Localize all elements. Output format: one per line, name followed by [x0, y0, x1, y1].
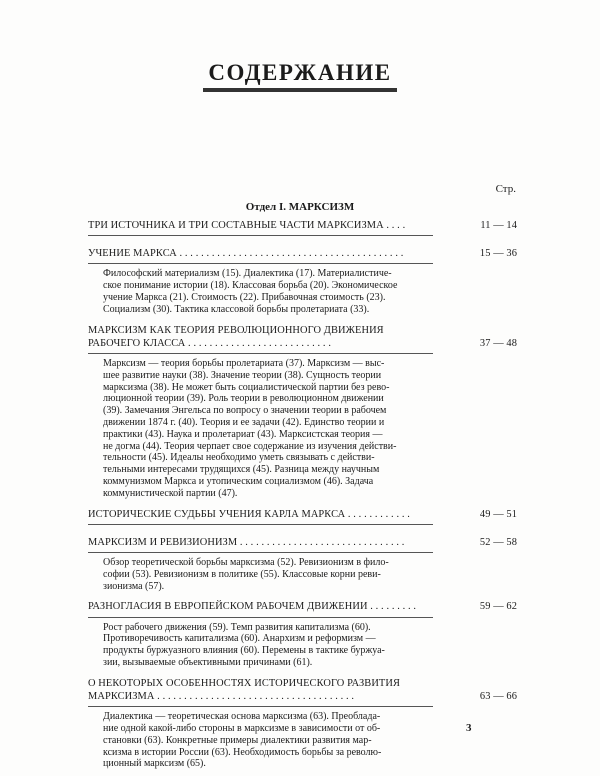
summary-line: Рост рабочего движения (59). Темп развития капитализма (60). — [103, 621, 371, 633]
toc-entry-title: ИСТОРИЧЕСКИЕ СУДЬБЫ УЧЕНИЯ КАРЛА МАРКСА . . . . . . . . . . . . — [88, 508, 410, 520]
toc-entry-title: УЧЕНИЕ МАРКСА . . . . . . . . . . . . . . . . . . . . . . . . . . . . . . . . . . . . . . . . . . — [88, 248, 404, 260]
toc-entry[interactable] — [88, 245, 518, 315]
summary-line: марксизма (38). Не может быть социалистической партии без рево- — [103, 381, 390, 393]
toc-entry[interactable] — [88, 506, 518, 534]
summary-line: учение Маркса (21). Стоимость (22). Прибавочная стоимость (23). — [103, 292, 386, 303]
entry-rule — [88, 706, 433, 707]
part-heading: Отдел I. МАРКСИЗМ — [245, 201, 355, 213]
summary-line: становки (63). Конкретные примеры диалектики развития мар- — [103, 734, 372, 746]
toc-entry-title: РАЗНОГЛАСИЯ В ЕВРОПЕЙСКОМ РАБОЧЕМ ДВИЖЕНИИ . . . . . . . . . — [88, 601, 417, 613]
title-rule — [203, 88, 397, 92]
toc-entry[interactable] — [88, 217, 518, 245]
summary-line: люционной теории (39). Роль теории в революционном движении — [103, 393, 384, 405]
toc-entry-pages: 49 — 51 — [479, 508, 517, 520]
summary-line: Марксизм — теория борьбы пролетариата (37). Марксизм — выс- — [103, 358, 385, 369]
toc-entry-summary — [103, 622, 423, 669]
summary-line: не догма (44). Теория черпает свое содержание из изучения действи- — [103, 440, 397, 452]
summary-line: ционный марксизм (65). — [103, 758, 206, 770]
toc-entry-summary — [103, 711, 423, 770]
toc-entry-pages: 63 — 66 — [479, 690, 517, 702]
summary-line: шее развитие науки (38). Значение теории (38). Сущность теории — [103, 369, 382, 381]
summary-line: (39). Замечания Энгельса по вопросу о значении теории в рабочем — [103, 405, 387, 417]
toc-list — [88, 217, 518, 776]
summary-line: зии, вызываемые объективными причинами (61). — [103, 656, 313, 668]
summary-line: Философский материализм (15). Диалектика (17). Материалистиче- — [103, 268, 392, 280]
toc-entry-pages: 11 — 14 — [480, 220, 517, 231]
toc-entry-summary — [103, 358, 423, 500]
toc-entry-pages: 37 — 48 — [479, 337, 517, 349]
summary-line: тельными интересами трудящихся (45). Разница между научным — [103, 464, 380, 476]
toc-entry-title: ТРИ ИСТОЧНИКА И ТРИ СОСТАВНЫЕ ЧАСТИ МАРКСИЗМА . . . . — [88, 220, 406, 231]
toc-entry-summary — [103, 268, 423, 315]
summary-line: продукты буржуазного влияния (60). Перемены в тактике буржуа- — [103, 645, 385, 657]
summary-line: коммунизмом Маркса и утопическим социализмом (46). Задача — [103, 475, 374, 487]
toc-entry-summary — [103, 557, 423, 592]
toc-entry-title: МАРКСИЗМ КАК ТЕОРИЯ РЕВОЛЮЦИОННОГО ДВИЖЕНИЯ РАБОЧЕГО КЛАССА . . . . . . . . . . . . . . . . . . . . . . . . . . . — [88, 324, 384, 349]
entry-rule — [88, 552, 433, 553]
toc-entry-title: МАРКСИЗМ И РЕВИЗИОНИЗМ . . . . . . . . . . . . . . . . . . . . . . . . . . . . . . . — [88, 536, 405, 548]
toc-entry[interactable] — [88, 534, 518, 593]
page-number: 3 — [466, 722, 472, 734]
toc-entry-pages: 59 — 62 — [479, 601, 517, 613]
pages-column-label: Стр. — [495, 183, 516, 195]
summary-line: ксизма в истории России (63). Необходимость борьбы за револю- — [103, 746, 382, 758]
summary-line: тельности (45). Идеалы необходимо уметь связывать с действи- — [103, 452, 375, 464]
summary-line: движении 1874 г. (40). Теория и ее задачи (42). Единство теории и — [103, 416, 385, 428]
summary-line: практики (43). Наука и пролетариат (43). Марксистская теория — — [103, 428, 383, 440]
entry-rule — [88, 353, 433, 354]
summary-line: Социализм (30). Тактика классовой борьбы пролетариата (33). — [103, 303, 370, 315]
summary-line: коммунистической партии (47). — [103, 487, 238, 499]
toc-entry[interactable] — [88, 675, 518, 770]
page-title: СОДЕРЖАНИЕ — [208, 60, 392, 85]
toc-entry-title: О НЕКОТОРЫХ ОСОБЕННОСТЯХ ИСТОРИЧЕСКОГО РАЗВИТИЯ МАРКСИЗМА . . . . . . . . . . . . . . . . . . . . . . . . . . . . . . . . . . . . . — [88, 677, 401, 702]
entry-rule — [88, 263, 433, 264]
summary-line: ское понимание истории (18). Классовая борьба (20). Экономическое — [103, 280, 398, 292]
toc-entry-pages: 15 — 36 — [479, 248, 517, 260]
summary-line: ние одной какой-либо стороны в марксизме в зависимости от об- — [103, 722, 381, 734]
summary-line: Диалектика — теоретическая основа марксизма (63). Преоблада- — [103, 711, 381, 723]
summary-line: зионизма (57). — [103, 580, 165, 592]
toc-entry[interactable] — [88, 322, 518, 500]
entry-rule — [88, 617, 433, 618]
toc-entry[interactable] — [88, 598, 518, 668]
summary-line: софии (53). Ревизионизм в политике (55). Классовые корни реви- — [103, 568, 381, 580]
summary-line: Обзор теоретической борьбы марксизма (52). Ревизионизм в фило- — [103, 556, 389, 568]
toc-entry-pages: 52 — 58 — [479, 536, 517, 548]
summary-line: Противоречивость капитализма (60). Анархизм и реформизм — — [103, 633, 376, 645]
